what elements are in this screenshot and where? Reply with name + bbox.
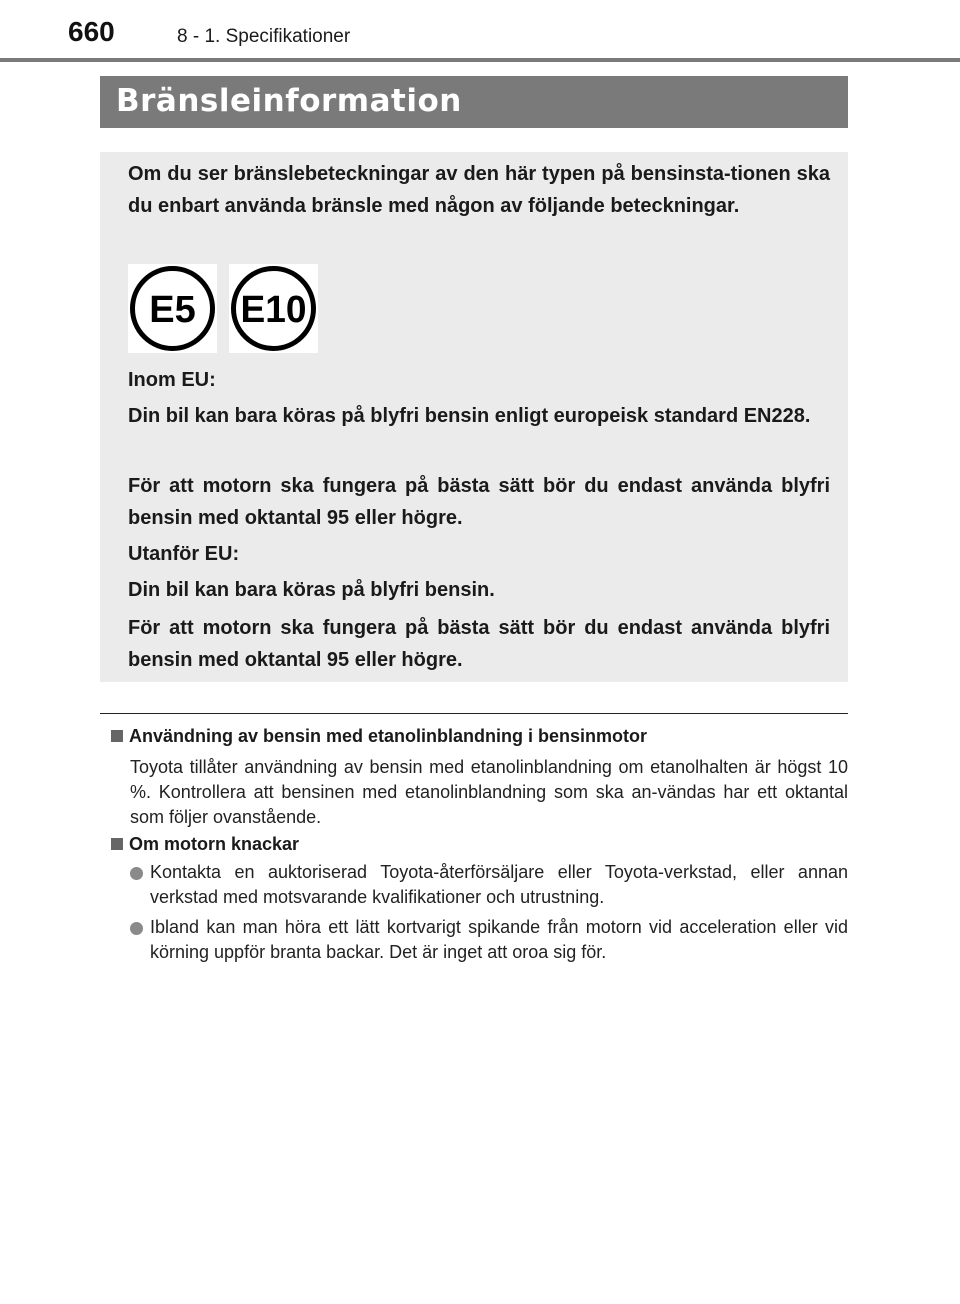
ethanol-section [111, 724, 647, 748]
square-bullet-icon [111, 838, 123, 850]
e5-label-text: E5 [149, 289, 196, 331]
fuel-info-box [100, 152, 848, 682]
fuel-labels [128, 264, 328, 356]
bullet-dot-icon [130, 922, 143, 935]
e5-fuel-label [128, 264, 217, 353]
section-title-bar [100, 76, 848, 128]
knock-bullet-2: Ibland kan man höra ett lätt kortvarigt spikande från motorn vid acceleration eller vid körning uppför branta backar. Det är inget att oroa sig för. [150, 917, 848, 962]
e5-label-icon [128, 264, 217, 353]
page-header [0, 0, 960, 64]
e10-label-icon [229, 264, 318, 353]
bullet-dot-icon [130, 867, 143, 880]
eu-text-2: För att motorn ska fungera på bästa sätt bör du endast använda blyfri bensin med oktantal 95 eller högre. [128, 475, 830, 529]
chapter-title: 8 - 1. Specifikationer [177, 26, 351, 47]
eu-text-1: Din bil kan bara köras på blyfri bensin enligt europeisk standard EN228. [128, 405, 811, 427]
page-number: 660 [68, 16, 115, 47]
knock-heading-row [111, 832, 299, 856]
section-title: Bränsleinformation [116, 83, 462, 119]
non-eu-heading: Utanför EU: [128, 543, 240, 565]
e10-fuel-label [229, 264, 318, 353]
knock-heading: Om motorn knackar [129, 834, 300, 854]
ethanol-heading-row [111, 724, 647, 748]
e10-label-text: E10 [240, 289, 307, 331]
knock-bullet-1: Kontakta en auktoriserad Toyota-återförsäljare eller Toyota-verkstad, eller annan verkstad med motsvarande kvalifikationer och utrustning. [150, 862, 848, 907]
ethanol-heading: Användning av bensin med etanolinblandning i bensinmotor [129, 726, 648, 746]
header-divider [0, 58, 960, 62]
knock-section [111, 832, 299, 856]
eu-heading: Inom EU: [128, 369, 216, 391]
non-eu-text-1: Din bil kan bara köras på blyfri bensin. [128, 579, 495, 601]
square-bullet-icon [111, 730, 123, 742]
section-divider [100, 713, 848, 714]
intro-text: Om du ser bränslebeteckningar av den här typen på bensinsta-tionen ska du enbart använda bränsle med någon av följande beteckningar. [128, 163, 830, 217]
non-eu-text-2: För att motorn ska fungera på bästa sätt bör du endast använda blyfri bensin med oktantal 95 eller högre. [128, 617, 830, 671]
ethanol-text: Toyota tillåter användning av bensin med etanolinblandning om etanolhalten är högst 10 %. Kontrollera att bensinen med etanolinblandning som ska an-vändas har ett oktantal som följer ovanstående. [130, 757, 848, 827]
